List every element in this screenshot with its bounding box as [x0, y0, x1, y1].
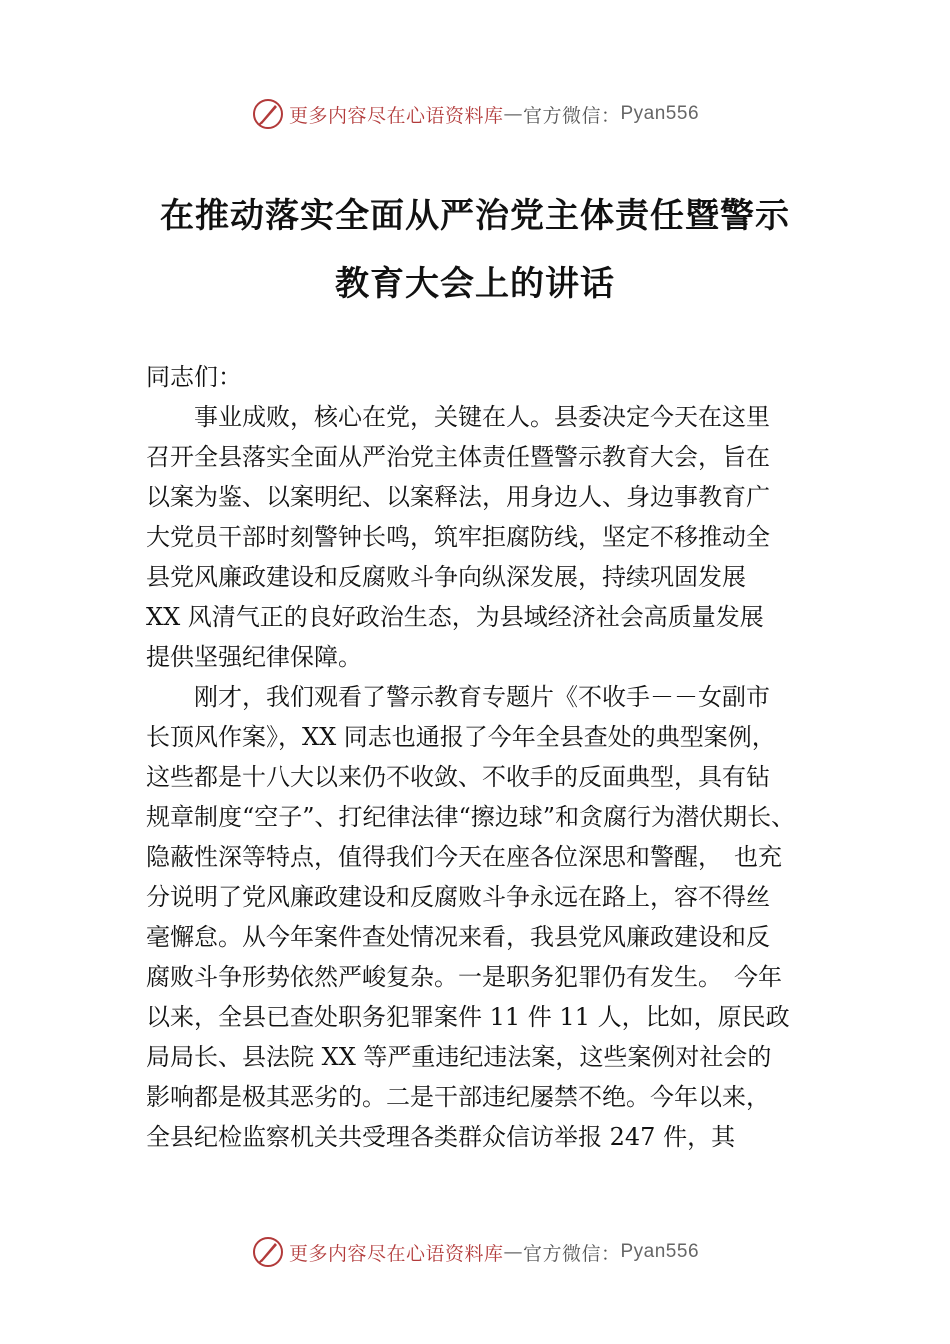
body-line: 影响都是极其恶劣的。二是干部违纪屡禁不绝。今年以来， — [146, 1083, 770, 1111]
body-line: 刚才，我们观看了警示教育专题片《不收手－－女副市 — [146, 683, 770, 711]
watermark-wechat-id: Pyan556 — [620, 103, 700, 124]
body-line: 分说明了党风廉政建设和反腐败斗争永远在路上，容不得丝 — [146, 883, 770, 911]
watermark-label: 官方微信： — [522, 1242, 621, 1265]
body-line: 县党风廉政建设和反腐败斗争向纵深发展，持续巩固发展 — [146, 563, 746, 591]
watermark-label: 官方微信： — [522, 104, 621, 127]
body-line: 提供坚强纪律保障。 — [146, 643, 362, 671]
footer-watermark — [0, 1234, 950, 1270]
watermark-brand: 更多内容尽在心语资料库 — [288, 104, 504, 127]
body-line: 大党员干部时刻警钟长鸣，筑牢拒腐防线，坚定不移推动全 — [146, 523, 770, 551]
body-line: 隐蔽性深等特点，值得我们今天在座各位深思和警醒， 也充 — [146, 843, 782, 871]
document-title-line-1: 在推动落实全面从严治党主体责任暨警示 — [160, 196, 790, 236]
watermark-separator: — — [503, 103, 523, 125]
quill-logo-icon — [251, 1235, 285, 1269]
body-line: 召开全县落实全面从严治党主体责任暨警示教育大会，旨在 — [146, 443, 770, 471]
body-line: 全县纪检监察机关共受理各类群众信访举报 247 件，其 — [146, 1123, 736, 1151]
header-watermark — [0, 96, 950, 132]
body-line: 长顶风作案》，XX 同志也通报了今年全县查处的典型案例， — [146, 723, 776, 751]
body-line: 腐败斗争形势依然严峻复杂。一是职务犯罪仍有发生。 今年 — [146, 963, 782, 991]
watermark-wechat-id: Pyan556 — [620, 1241, 700, 1262]
body-line: 这些都是十八大以来仍不收敛、不收手的反面典型，具有钻 — [146, 763, 770, 791]
watermark-separator: — — [503, 1241, 523, 1263]
body-line: 以来，全县已查处职务犯罪案件 11 件 11 人，比如，原民政 — [146, 1003, 790, 1031]
salutation: 同志们： — [146, 363, 242, 391]
body-line: 局局长、县法院 XX 等严重违纪违法案，这些案例对社会的 — [146, 1043, 772, 1071]
body-line: 规章制度“空子”、打纪律法律“擦边球”和贪腐行为潜伏期长、 — [146, 803, 796, 831]
quill-logo-icon — [251, 97, 285, 131]
body-line: 毫懈怠。从今年案件查处情况来看，我县党风廉政建设和反 — [146, 923, 770, 951]
body-line: 事业成败，核心在党，关键在人。县委决定今天在这里 — [146, 403, 770, 431]
watermark-brand: 更多内容尽在心语资料库 — [288, 1242, 504, 1265]
body-line: XX 风清气正的良好政治生态，为县域经济社会高质量发展 — [146, 603, 764, 631]
body-line: 以案为鉴、以案明纪、以案释法，用身边人、身边事教育广 — [146, 483, 770, 511]
document-title-line-2: 教育大会上的讲话 — [335, 264, 615, 304]
